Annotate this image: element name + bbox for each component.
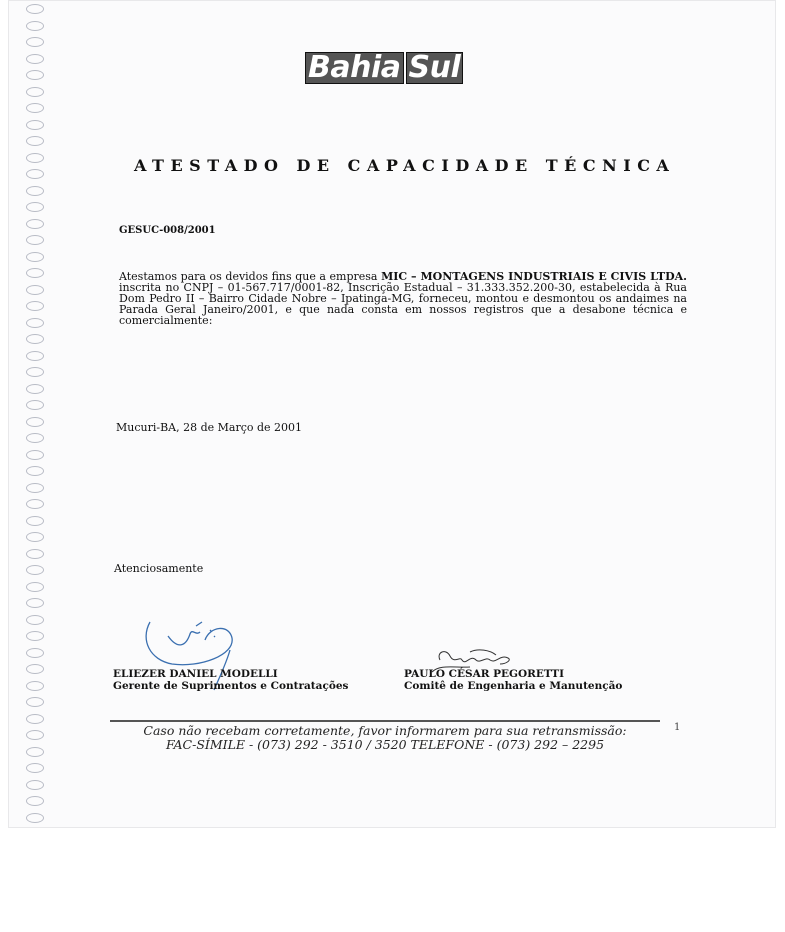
logo-part-2: Sul bbox=[406, 52, 464, 84]
date-line: Mucuri-BA, 28 de Março de 2001 bbox=[116, 421, 303, 434]
document-title: ATESTADO DE CAPACIDADE TÉCNICA bbox=[134, 156, 676, 175]
footer-line-2: FAC-SÍMILE - (073) 292 - 3510 / 3520 TELEFONE - (073) 292 – 2295 bbox=[165, 737, 605, 752]
footer-note bbox=[110, 724, 660, 752]
signatory-1-name: ELIEZER DANIEL MODELLI bbox=[113, 668, 278, 680]
logo-part-1: Bahia bbox=[305, 52, 404, 84]
signatory-2-role: Comitê de Engenharia e Manutenção bbox=[404, 680, 623, 692]
signatory-2 bbox=[404, 668, 622, 692]
signatory-1 bbox=[113, 668, 348, 692]
body-intro: Atestamos para os devidos fins que a empresa bbox=[119, 270, 382, 283]
body-rest: inscrita no CNPJ – 01-567.717/0001-82, Inscrição Estadual – 31.333.352.200-30, estabelecida à Rua Dom Pedro II – Bairro Cidade Nobre – Ipatinga-MG, forneceu, montou e desmontou os andaimes na Parada Geral Janeiro/2001, e que nada consta em nossos registros que a desabone técnica e comercialmente: bbox=[119, 281, 687, 327]
company-name: MIC – MONTAGENS INDUSTRIAIS E CIVIS LTDA. bbox=[381, 270, 687, 283]
closing-salutation: Atenciosamente bbox=[114, 562, 204, 575]
reference-number: GESUC-008/2001 bbox=[119, 225, 216, 236]
signatory-1-role: Gerente de Suprimentos e Contratações bbox=[113, 680, 349, 692]
footer-divider bbox=[110, 720, 660, 722]
footer-line-1: Caso não recebam corretamente, favor informarem para sua retransmissão: bbox=[143, 723, 627, 738]
signatory-2-name: PAULO CÉSAR PEGORETTI bbox=[404, 668, 564, 680]
page-number: 1 bbox=[674, 722, 681, 733]
